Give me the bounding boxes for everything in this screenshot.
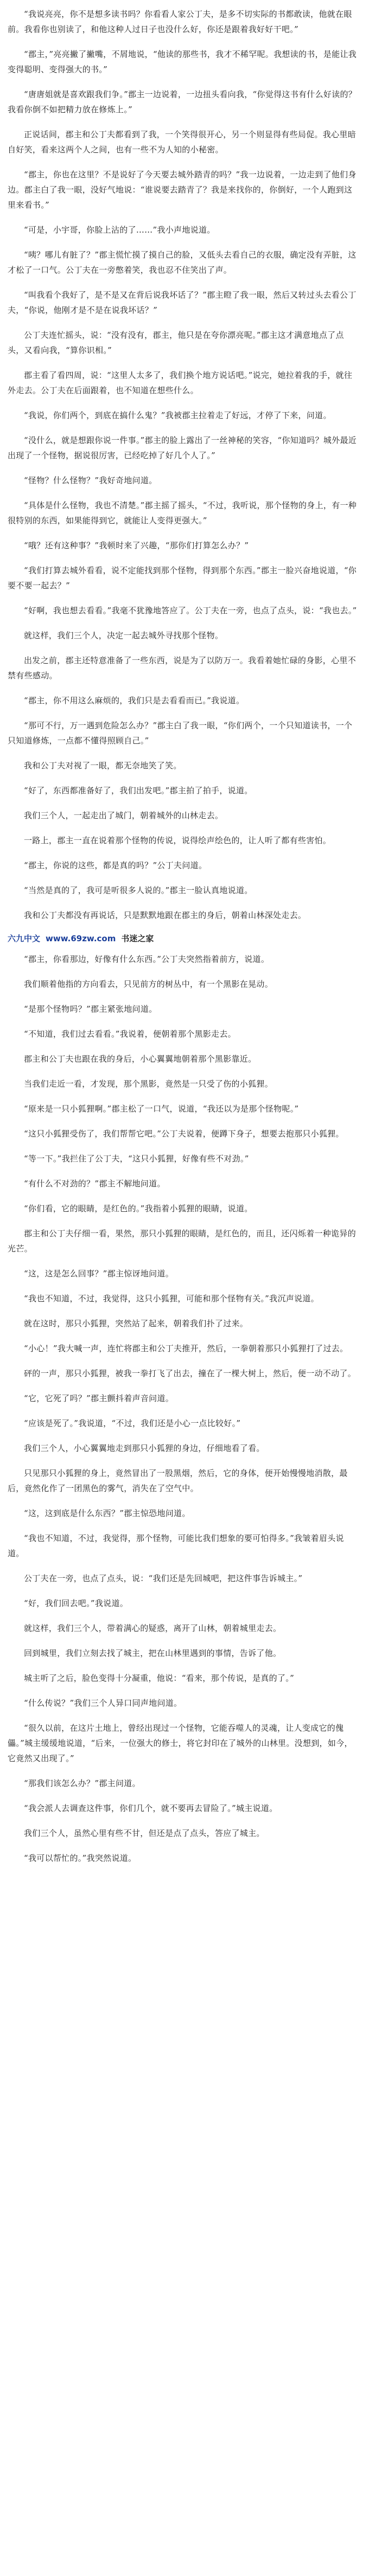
- site-url-link[interactable]: www.69zw.com: [46, 933, 116, 943]
- paragraph: 砰的一声，那只小狐狸，被我一拳打飞了出去，撞在了一棵大树上，然后，便一动不动了。: [24, 1369, 357, 1378]
- site-tagline: 书迷之家: [121, 934, 154, 943]
- paragraph: “有什么不对劲的？”郡主不解地问道。: [24, 1179, 166, 1189]
- paragraph: “好，我们回去吧。”我说道。: [24, 1598, 129, 1608]
- paragraph: 郡主和公丁夫仔细一看，果然，那只小狐狸的眼睛，是红色的，而且，还闪烁着一种诡异的光芒。: [8, 1229, 357, 1254]
- paragraph: 我们顺着他指的方向看去，只见前方的树丛中，有一个黑影在晃动。: [24, 979, 273, 989]
- paragraph: 我们三个人，虽然心里有些不甘，但还是点了点头，答应了城主。: [24, 1828, 265, 1838]
- paragraph: “我也不知道，不过，我觉得，那个怪物，可能比我们想象的要可怕得多。”我皱着眉头说道。: [8, 1533, 344, 1558]
- site-brand: 六九中文: [8, 934, 41, 943]
- paragraph: “这，这是怎么回事？”郡主惊讶地问道。: [24, 1269, 174, 1279]
- paragraph: “我们打算去城外看看，说不定能找到那个怪物，得到那个东西。”郡主一脸兴奋地说道，“你要不要一起去？”: [8, 566, 357, 590]
- paragraph: “郡主，你说的这些，都是真的吗？”公丁夫问道。: [24, 860, 207, 870]
- paragraph: “叫我看个我好了，是不是又在背后说我坏话了？”郡主瞪了我一眼，然后又转过头去看公丁夫，“你说，他刚才是不是在说我坏话？”: [8, 290, 357, 315]
- paragraph: “这只小狐狸受伤了，我们帮帮它吧。”公丁夫说着，便蹲下身子，想要去抱那只小狐狸。: [24, 1129, 344, 1139]
- paragraph: “我会派人去调查这件事，你们几个，就不要再去冒险了。”城主说道。: [24, 1803, 278, 1813]
- text-section-top: [8, 7, 359, 923]
- paragraph: 我和公丁夫对视了一眼，都无奈地笑了笑。: [24, 761, 182, 770]
- site-banner[interactable]: [8, 933, 359, 944]
- paragraph: “应该是死了。”我说道，“不过，我们还是小心一点比较好。”: [24, 1418, 241, 1428]
- paragraph: “是那个怪物吗？”郡主紧张地问道。: [24, 1004, 157, 1014]
- paragraph: 城主听了之后，脸色变得十分凝重，他说：“看来，那个传说，是真的了。”: [24, 1673, 295, 1683]
- paragraph: 就这样，我们三个人，决定一起去城外寻找那个怪物。: [24, 631, 224, 640]
- paragraph: “咦？哪儿有脏了？”郡主慌忙摸了摸自己的脸，又低头去看自己的衣服，确定没有弄脏，这才松了一口气。公丁夫在一旁憋着笑，我也忍不住笑出了声。: [8, 250, 357, 275]
- paragraph: “原来是一只小狐狸啊。”郡主松了一口气，说道，“我还以为是那个怪物呢。”: [24, 1104, 299, 1114]
- paragraph: “当然是真的了，我可是听很多人说的。”郡主一脸认真地说道。: [24, 885, 253, 895]
- paragraph: 公丁夫在一旁，也点了点头，说：“我们还是先回城吧，把这件事告诉城主。”: [24, 1573, 303, 1583]
- paragraph: 就在这时，那只小狐狸，突然站了起来，朝着我们扑了过来。: [24, 1319, 249, 1328]
- paragraph: “什么传说？”我们三个人异口同声地问道。: [24, 1698, 182, 1708]
- paragraph: “哦？还有这种事？”我顿时来了兴趣，“那你们打算怎么办？”: [24, 541, 249, 550]
- paragraph: 当我们走近一看，才发现，那个黑影，竟然是一只受了伤的小狐狸。: [24, 1079, 273, 1089]
- paragraph: 回到城里，我们立刻去找了城主，把在山林里遇到的事情，告诉了他。: [24, 1648, 282, 1658]
- paragraph: “小心！”我大喊一声，连忙将郡主和公丁夫推开，然后，一拳朝着那只小狐狸打了过去。: [24, 1344, 348, 1353]
- paragraph: “那我们该怎么办？”郡主问道。: [24, 1778, 141, 1788]
- paragraph: “唐唐姐就是喜欢跟我们争。”郡主一边说着，一边扭头看向我，“你觉得这书有什么好读的？我看你倒不如把精力放在修炼上。”: [8, 89, 357, 114]
- paragraph: “我说，你们两个，到底在搞什么鬼？”我被郡主拉着走了好远，才停了下来，问道。: [24, 410, 332, 420]
- paragraph: “你们看，它的眼睛，是红色的。”我指着小狐狸的眼睛，说道。: [24, 1204, 253, 1213]
- paragraph: “好啊，我也想去看看。”我毫不犹豫地答应了。公丁夫在一旁，也点了点头，说：“我也去。”: [24, 606, 357, 615]
- paragraph: “怪物？什么怪物？”我好奇地问道。: [24, 476, 157, 485]
- paragraph: “我可以帮忙的。”我突然说道。: [24, 1853, 137, 1863]
- paragraph: “这，这到底是什么东西？”郡主惊恐地问道。: [24, 1508, 190, 1518]
- paragraph: “可是，小宇哥，你脸上沾的了……”我小声地说道。: [24, 225, 215, 235]
- paragraph: “没什么，就是想跟你说一件事。”郡主的脸上露出了一丝神秘的笑容，“你知道吗？城外最近出现了一个怪物，据说很厉害，已经吃掉了好几个人了。”: [8, 435, 357, 460]
- paragraph: “郡主，你也在这里？不是说好了今天要去城外踏青的吗？”我一边说着，一边走到了他们身边。郡主白了我一眼，没好气地说：“谁说要去踏青了？我是来找你的，你倒好，一个人跑到这里来看书。”: [8, 170, 357, 210]
- paragraph: “郡主，”亮亮撇了撇嘴，不屑地说，“他读的那些书，我才不稀罕呢。我想读的书，是能让我变得聪明、变得强大的书。”: [8, 49, 357, 74]
- paragraph: 郡主和公丁夫也跟在我的身后，小心翼翼地朝着那个黑影靠近。: [24, 1054, 257, 1064]
- paragraph: 公丁夫连忙摇头，说：“没有没有，郡主，他只是在夸你漂亮呢。”郡主这才满意地点了点头，又看向我，“算你识相。”: [8, 330, 344, 355]
- paragraph: 只见那只小狐狸的身上，竟然冒出了一股黑烟，然后，它的身体，便开始慢慢地消散，最后，竟然化作了一团黑色的雾气，消失在了空气中。: [8, 1468, 348, 1493]
- paragraph: 我们三个人，小心翼翼地走到那只小狐狸的身边，仔细地看了看。: [24, 1443, 265, 1453]
- paragraph: “郡主，你不用这么麻烦的，我们只是去看看而已。”我说道。: [24, 696, 245, 705]
- paragraph: “我也不知道，不过，我觉得，这只小狐狸，可能和那个怪物有关。”我沉声说道。: [24, 1294, 319, 1303]
- paragraph: 正说话间，郡主和公丁夫都看到了我，一个笑得很开心，另一个则显得有些局促。我心里暗自好笑，看来这两个人之间，也有一些不为人知的小秘密。: [8, 130, 357, 155]
- paragraph: “很久以前，在这片土地上，曾经出现过一个怪物，它能吞噬人的灵魂，让人变成它的傀儡。”城主缓缓地说道，“后来，一位强大的修士，将它封印在了城外的山林里。没想到，如今，它竟然又出现了。”: [8, 1723, 353, 1763]
- paragraph: “它，它死了吗？”郡主颤抖着声音问道。: [24, 1393, 174, 1403]
- paragraph: 出发之前，郡主还特意准备了一些东西，说是为了以防万一。我看着她忙碌的身影，心里不禁有些感动。: [8, 656, 357, 680]
- paragraph: 就这样，我们三个人，带着满心的疑惑，离开了山林，朝着城里走去。: [24, 1623, 282, 1633]
- paragraph: “郡主，你看那边，好像有什么东西。”公丁夫突然指着前方，说道。: [24, 954, 270, 964]
- paragraph: “那可不行，万一遇到危险怎么办？”郡主白了我一眼，“你们两个，一个只知道读书，一个只知道修炼，一点都不懂得照顾自己。”: [8, 721, 353, 746]
- paragraph: “我说亮亮，你不是想多读书吗？你看看人家公丁夫，是多不切实际的书都敢读，他就在眼前。我看你也别读了，和他这种人过日子也没什么好，你还是跟着我好好干吧。”: [8, 9, 352, 34]
- paragraph: 一路上，郡主一直在说着那个怪物的传说，说得绘声绘色的，让人听了都有些害怕。: [24, 836, 332, 845]
- paragraph: “好了，东西都准备好了，我们出发吧。”郡主拍了拍手，说道。: [24, 786, 253, 795]
- paragraph: “等一下。”我拦住了公丁夫，“这只小狐狸，好像有些不对劲。”: [24, 1154, 249, 1164]
- paragraph: 郡主看了看四周，说：“这里人太多了，我们换个地方说话吧。”说完，她拉着我的手，就往外走去。公丁夫在后面跟着，也不知道在想些什么。: [8, 370, 353, 395]
- paragraph: “不知道，我们过去看看。”我说着，便朝着那个黑影走去。: [24, 1029, 236, 1039]
- paragraph: 我和公丁夫都没有再说话，只是默默地跟在郡主的身后，朝着山林深处走去。: [24, 910, 307, 920]
- paragraph: “具体是什么怪物，我也不清楚。”郡主摇了摇头，“不过，我听说，那个怪物的身上，有一种很特别的东西，如果能得到它，就能让人变得更强大。”: [8, 500, 357, 525]
- text-section-bottom: [8, 952, 359, 1866]
- paragraph: 我们三个人，一起走出了城门，朝着城外的山林走去。: [24, 811, 224, 820]
